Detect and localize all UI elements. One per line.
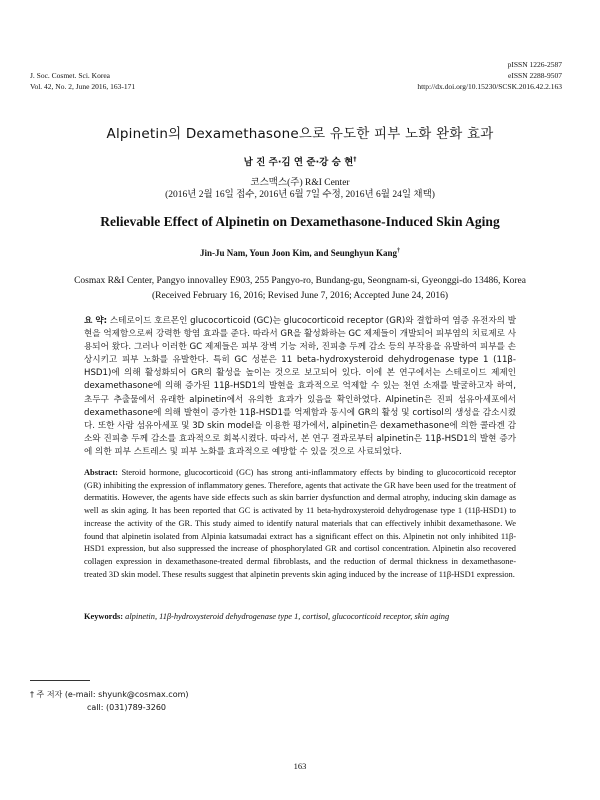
keywords (84, 611, 516, 624)
korean-corresponding-mark: † (353, 155, 357, 163)
korean-authors (0, 154, 600, 168)
korean-abstract (84, 315, 516, 459)
english-abstract-label: Abstract: (84, 468, 118, 477)
pissn: pISSN 1226-2587 (507, 60, 562, 69)
eissn: eISSN 2288-9507 (508, 71, 562, 80)
english-abstract-text: Steroid hormone, glucocorticoid (GC) has strong anti-inflammatory effects by binding to glucocorticoid receptor (GR) inhibiting the expression of inflammatory genes. Therefore, agents that activate the GR have been used for the treatment of dermatitis. However, the agents have side effects such as skin barrier dysfunction and dermal atrophy, inducing skin damage as well as skin aging. It has been reported that GC is activated by 11 beta-hydroxysteroid dehydrogenase type 1 (11β-HSD1) to increase the activity of the GR. This study aimed to identify natural materials that can effectively inhibit dexamethasone. We found that alpinetin isolated from Alpinia katsumadai extract has a significant effect on this. Alpinetin not only inhibited 11β-HSD1 expression, but also suppressed the increase of phosphorylated GR and cortisol concentration. Alpinetin also recovered collagen expression in dexamethasone-treated dermal fibroblasts, and the reduction of dermal thickness in dexamethasone-treated 3D skin model. These results suggest that alpinetin prevents skin aging induced by the increase of 11β-HSD1 expression. (84, 468, 517, 579)
doi-link[interactable]: http://dx.doi.org/10.15230/SCSK.2016.42.2.163 (417, 82, 562, 91)
keywords-label: Keywords: (84, 612, 124, 621)
journal-header-left (30, 70, 135, 92)
korean-authors-names: 남 진 주·김 연 준·강 승 현 (243, 157, 354, 168)
english-authors-names: Jin-Ju Nam, Youn Joon Kim, and Seunghyun Kang (200, 248, 397, 258)
english-dates: (Received February 16, 2016; Revised June 7, 2016; Accepted June 24, 2016) (151, 291, 449, 301)
page-number: 163 (293, 761, 307, 771)
english-authors (0, 248, 600, 258)
journal-header-right (417, 59, 562, 92)
korean-affiliation: 코스맥스(주) R&I Center (250, 178, 350, 188)
korean-dates: (2016년 2월 16일 접수, 2016년 6월 7일 수정, 2016년 6월 24일 채택) (165, 190, 435, 200)
keywords-text: alpinetin, 11β-hydroxysteroid dehydrogenase type 1, cortisol, glucocorticoid receptor, skin aging (125, 612, 450, 621)
korean-abstract-label: 요 약: (84, 316, 108, 326)
journal-name: J. Soc. Cosmet. Sci. Korea (30, 71, 110, 80)
english-corresponding-mark: † (396, 248, 400, 254)
journal-volume: Vol. 42, No. 2, June 2016, 163-171 (30, 82, 136, 91)
english-title: Relievable Effect of Alpinetin on Dexamethasone-Induced Skin Aging (100, 214, 500, 229)
footnote-rule (30, 680, 90, 681)
korean-title: Alpinetin의 Dexamethasone으로 유도한 피부 노화 완화 효과 (106, 126, 494, 142)
footnote (30, 688, 189, 714)
english-affiliation: Cosmax R&I Center, Pangyo innovalley E903, 255 Pangyo-ro, Bundang-gu, Seongnam-si, Gyeonggi-do 13486, Korea (74, 276, 526, 286)
english-abstract (84, 467, 516, 581)
korean-abstract-text: 스테로이드 호르몬인 glucocorticoid (GC)는 glucocorticoid receptor (GR)와 결합하여 염증 유전자의 발현을 억제함으로써 강력한 항염 효과를 준다. 따라서 GR을 활성화하는 GC 제제들이 개발되어 피부염의 치료제로 사용되어 왔다. 그러나 이러한 GC 제제들은 피부 장벽 기능 저하, 진피층 두께 감소 등의 부작용을 유발하여 피부를 손상시키고 피부 노화를 유발한다. 특히 GC 성분은 11 beta-hydroxysteroid dehydrogenase type 1 (11β-HSD1)에 의해 활성화되어 GR의 활성을 높이는 것으로 보고되어 있다. 이에 본 연구에서는 스테로이드 제제인 dexamethasone에 의해 증가된 11β-HSD1의 발현을 효과적으로 억제할 수 있는 천연 소재를 발굴하고자 하여, 초두구 추출물에서 유래한 alpinetin에서 유의한 효과가 있음을 확인하였다. Alpinetin은 진피 섬유아세포에서 dexamethasone에 의해 발현이 증가한 11β-HSD1를 억제함과 동시에 GR의 활성 및 cortisol의 생성을 감소시켰다. 또한 사람 섬유아세포 및 3D skin model을 이용한 평가에서, alpinetin은 dexamethasone에 의한 콜라겐 감소와 진피층 두께 감소를 효과적으로 회복시켰다. 따라서, 본 연구 결과로부터 alpinetin은 11β-HSD1의 발현 증가에 의한 피부 스트레스 및 피부 노화를 효과적으로 예방할 수 있을 것으로 사료되었다. (84, 316, 516, 457)
footnote-contact: † 주 저자 (e-mail: shyunk@cosmax.com) (30, 690, 189, 699)
footnote-call: call: (031)789-3260 (87, 703, 167, 712)
